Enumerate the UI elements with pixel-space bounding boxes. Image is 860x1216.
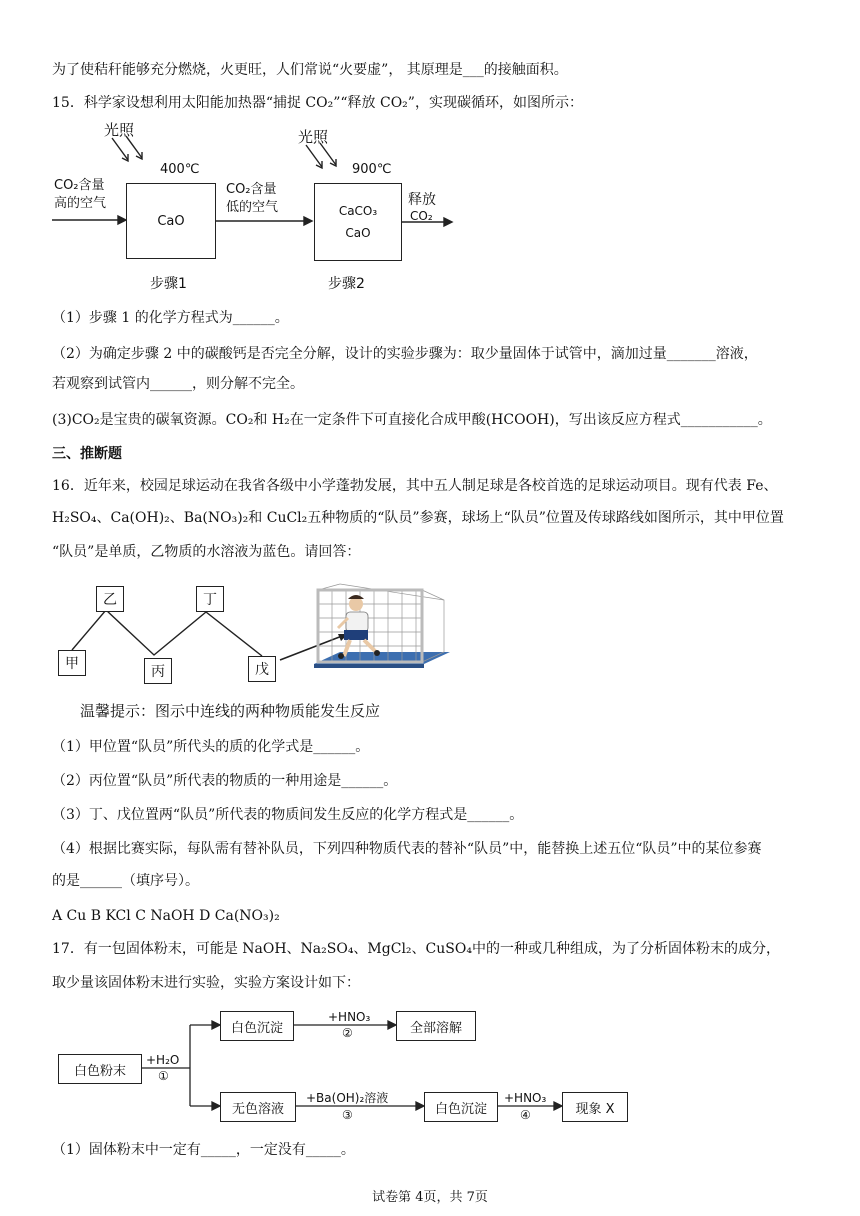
upper-precipitate-box: [220, 1011, 294, 1041]
q16-sub1: （1）甲位置“队员”所代头的质的化学式是______。: [52, 739, 370, 755]
light-label-2: 光照: [298, 128, 329, 146]
q16-sub4b: 的是______（填序号）。: [52, 873, 199, 889]
q16-stem-b: H₂SO₄、Ca(OH)₂、Ba(NO₃)₂和 CuCl₂五种物质的“队员”参赛，球场上“队员”位置及传球路线如图所示，其中甲位置: [52, 510, 784, 526]
mid-label-1: CO₂含量: [226, 182, 277, 197]
q15-stem: 15．科学家设想利用太阳能加热器“捕捉 CO₂”“释放 CO₂”，实现碳循环，如图所示：: [52, 95, 583, 111]
q17-sub1: （1）固体粉末中一定有_____，一定没有_____。: [52, 1142, 355, 1158]
arrow4-bottom-label: ④: [520, 1108, 531, 1122]
q15-sub2b: 若观察到试管内______，则分解不完全。: [52, 376, 304, 392]
phenomenon-x-label: 现象 X: [575, 1101, 615, 1117]
arrow1-top-label: +H₂O: [146, 1053, 180, 1067]
out-label-1: 释放: [408, 192, 436, 208]
q16-sub4a: （4）根据比赛实际，每队需有替补队员，下列四种物质代表的替补“队员”中，能替换上述五位“队员”中的某位参赛: [52, 841, 762, 857]
colorless-solution-box: [220, 1092, 296, 1122]
page-footer: 试卷第 4页，共 7页: [372, 1190, 488, 1205]
q16-stem-c: “队员”是单质，乙物质的水溶液为蓝色。请回答：: [52, 544, 361, 560]
lower-precipitate-box: [424, 1092, 498, 1122]
input-label-1: CO₂含量: [54, 178, 105, 193]
step2-label: 步骤2: [328, 276, 365, 292]
node-bing-label: 丙: [151, 664, 165, 680]
q15-sub2a: （2）为确定步骤 2 中的碳酸钙是否完全分解，设计的实验步骤为：取少量固体于试管中，滴加过量_______溶液，: [52, 346, 758, 362]
node-wu-label: 戊: [255, 662, 269, 678]
node-ding-label: 丁: [203, 592, 217, 608]
q15-sub1: （1）步骤 1 的化学方程式为______。: [52, 310, 289, 326]
cao-box-label: CaO: [157, 213, 185, 229]
arrow3-bottom-label: ③: [342, 1108, 353, 1122]
upper-precipitate-label: 白色沉淀: [230, 1020, 283, 1036]
section-heading: 三、推断题: [52, 446, 122, 462]
q15-sub3: (3)CO₂是宝贵的碳氧资源。CO₂和 H₂在一定条件下可直接化合成甲酸(HCOOH)，写出该反应方程式___________。: [52, 412, 772, 428]
arrow4-top-label: +HNO₃: [504, 1091, 547, 1105]
arrow1-bottom-label: ①: [158, 1069, 169, 1083]
upper-result-box: [396, 1011, 476, 1041]
q17-stem-a: 17．有一包固体粉末，可能是 NaOH、Na₂SO₄、MgCl₂、CuSO₄中的一种或几种组成，为了分析固体粉末的成分，: [52, 941, 780, 957]
out-label-2: CO₂: [410, 209, 433, 223]
arrow2-bottom-label: ②: [342, 1026, 353, 1040]
colorless-solution-label: 无色溶液: [231, 1101, 284, 1117]
arrow3-top-label: +Ba(OH)₂溶液: [306, 1091, 389, 1105]
flow-start-label: 白色粉末: [73, 1063, 126, 1079]
caco3-box-line2: CaO: [345, 226, 371, 240]
q16-options: A Cu B KCl C NaOH D Ca(NO₃)₂: [52, 908, 280, 924]
node-jia-label: 甲: [65, 656, 79, 672]
q17-stem-b: 取少量该固体粉末进行实验，实验方案设计如下：: [52, 975, 360, 991]
step1-label: 步骤1: [150, 276, 187, 292]
q16-sub3: （3）丁、戊位置两“队员”所代表的物质间发生反应的化学方程式是______。: [52, 807, 524, 823]
phenomenon-x-box: [562, 1092, 628, 1122]
light-label-1: 光照: [104, 121, 135, 139]
q16-sub2: （2）丙位置“队员”所代表的物质的一种用途是______。: [52, 773, 398, 789]
input-label-2: 高的空气: [54, 196, 107, 211]
intro-text: 为了使秸秆能够充分燃烧，火更旺，人们常说“火要虚”， 其原理是___的接触面积。: [52, 62, 568, 78]
diagram-hint: 温馨提示：图示中连线的两种物质能发生反应: [80, 702, 381, 720]
flow-start-box: [58, 1054, 142, 1084]
upper-result-label: 全部溶解: [409, 1020, 462, 1036]
mid-label-2: 低的空气: [226, 200, 279, 215]
lower-precipitate-label: 白色沉淀: [434, 1101, 487, 1117]
temp-label-1: 400℃: [160, 162, 200, 177]
temp-label-2: 900℃: [352, 162, 392, 177]
caco3-box-line1: CaCO₃: [338, 204, 378, 218]
arrow2-top-label: +HNO₃: [328, 1010, 371, 1024]
node-yi-label: 乙: [103, 592, 117, 608]
q16-stem-a: 16．近年来，校园足球运动在我省各级中小学蓬勃发展，其中五人制足球是各校首选的足球运动项目。现有代表 Fe、: [52, 478, 778, 494]
